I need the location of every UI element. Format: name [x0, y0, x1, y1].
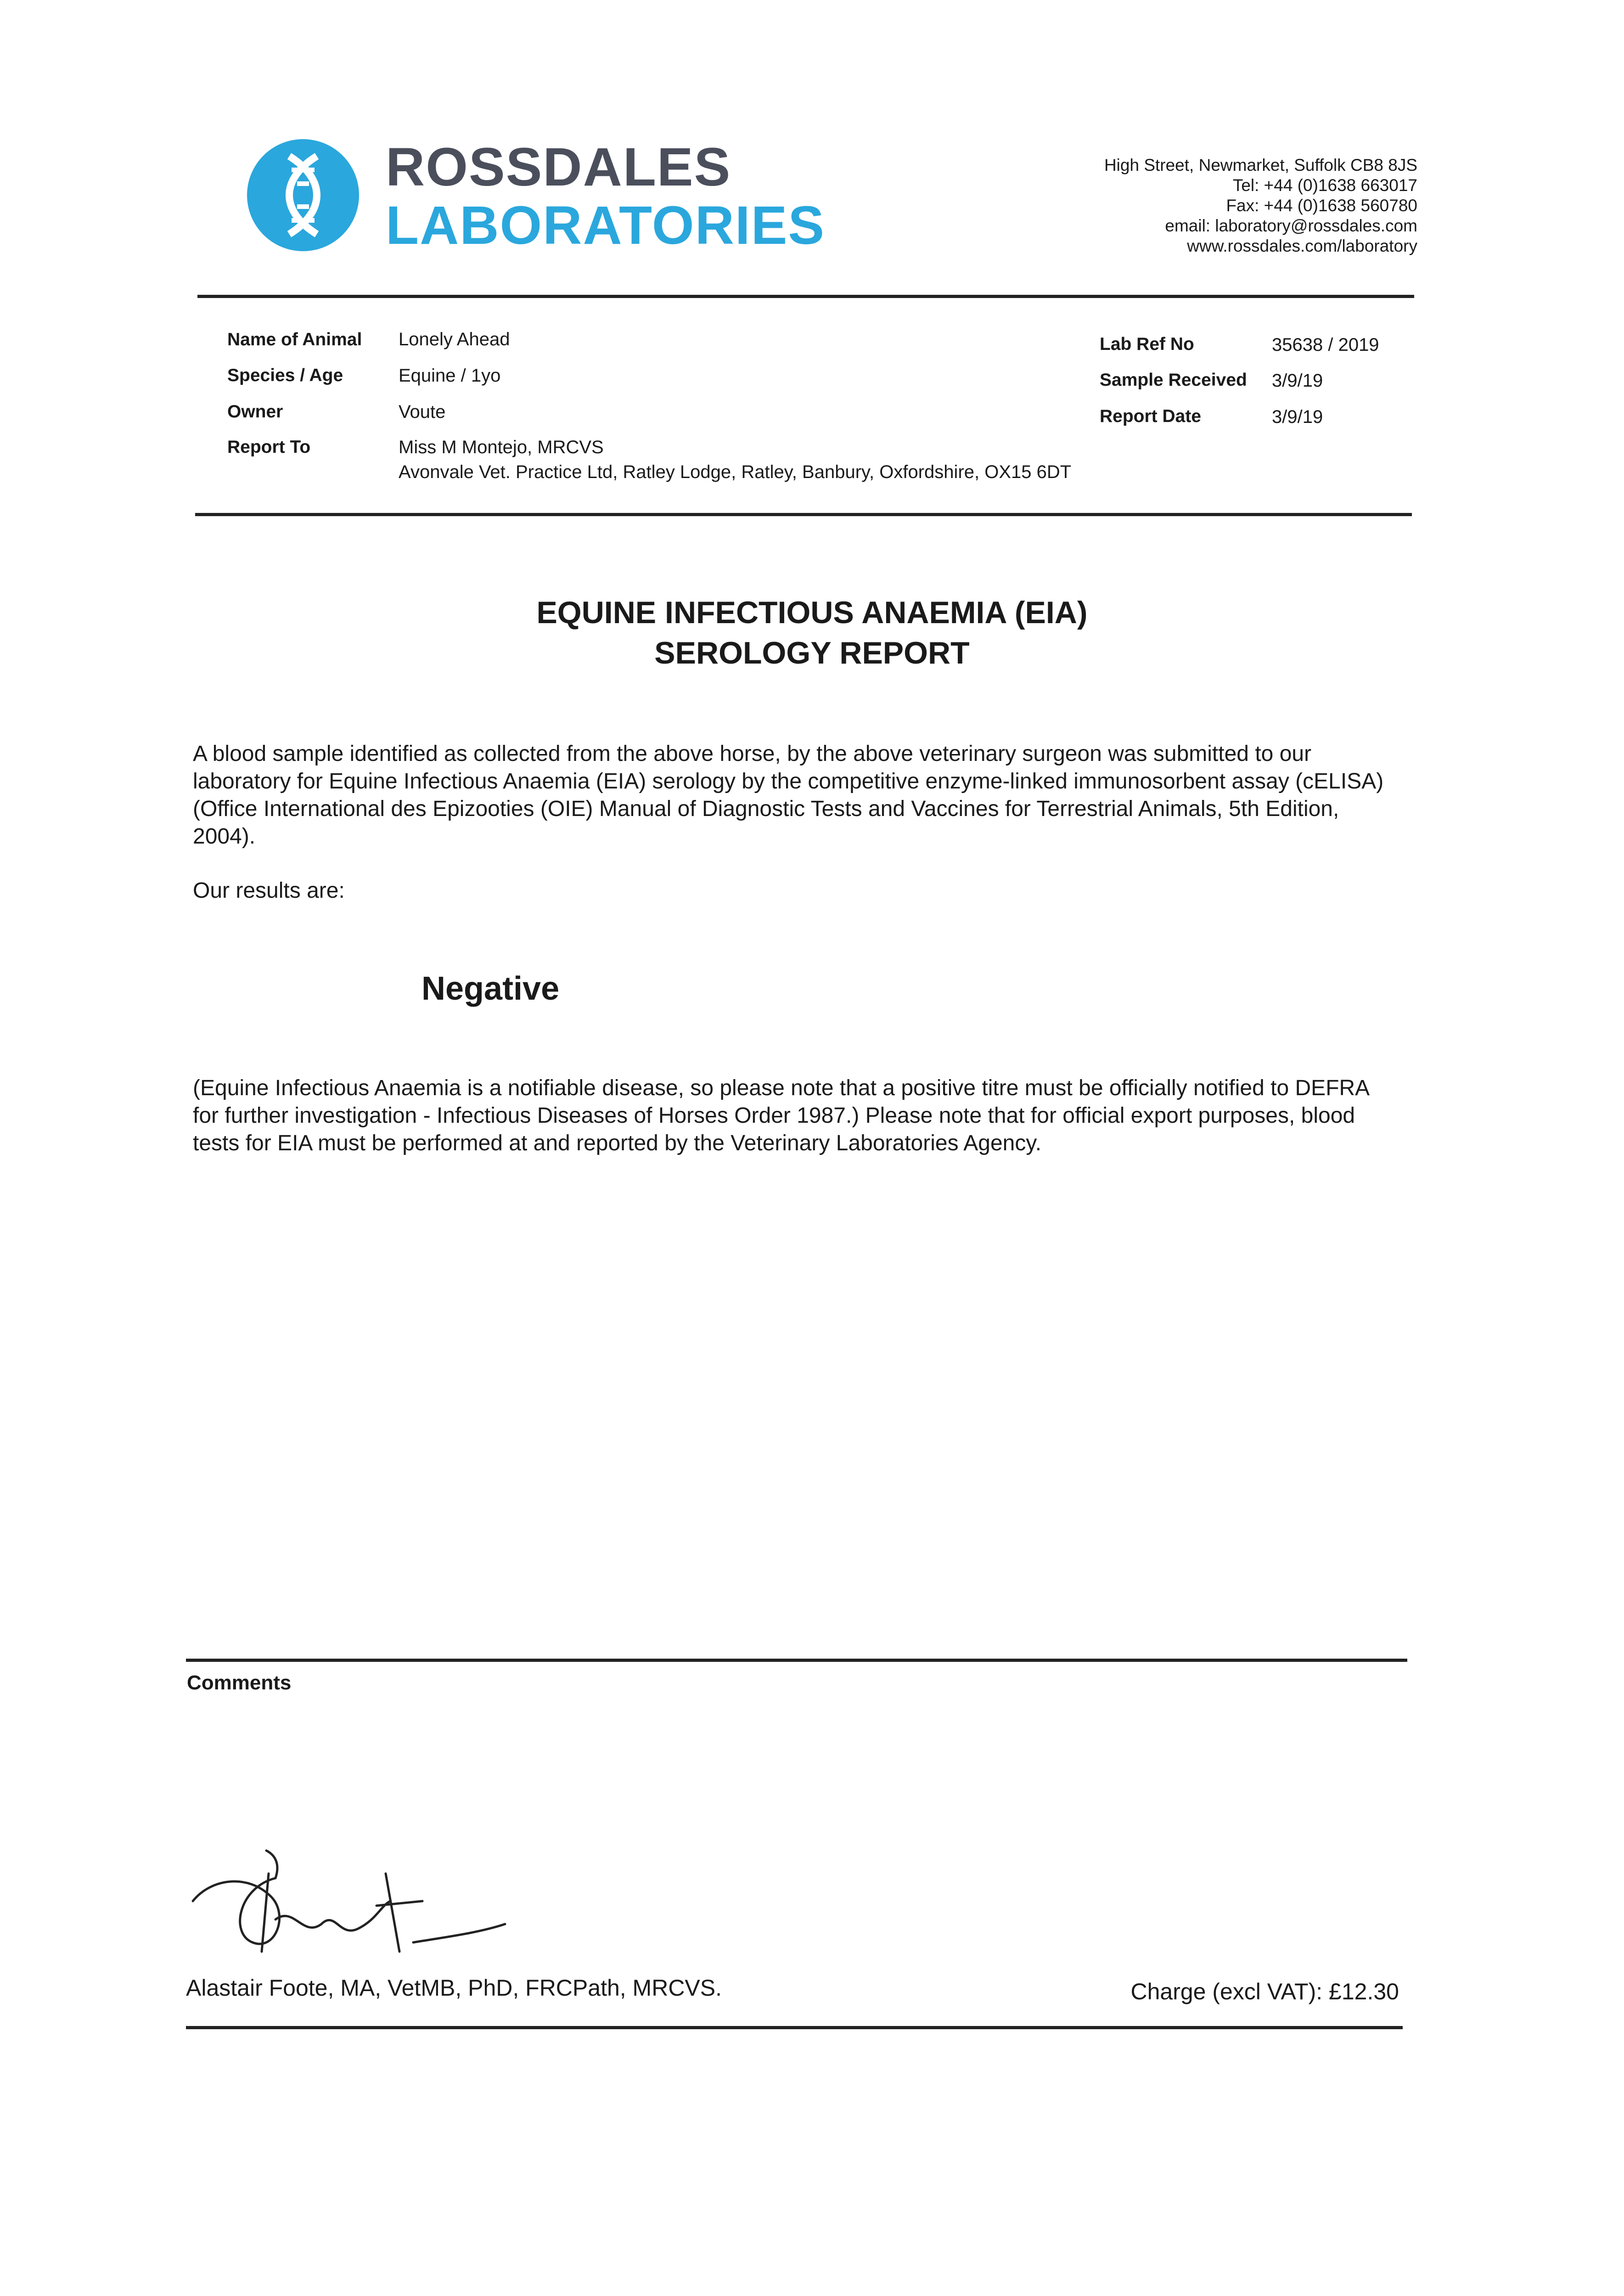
footer-divider	[186, 2026, 1403, 2029]
signatory-name: Alastair Foote, MA, VetMB, PhD, FRCPath, MRCVS.	[186, 1975, 722, 2001]
brand-name: ROSSDALES	[386, 137, 731, 197]
report-date-value: 3/9/19	[1272, 407, 1323, 427]
result-value: Negative	[421, 970, 560, 1007]
dna-helix-icon	[246, 138, 360, 253]
report-title: EQUINE INFECTIOUS ANAEMIA (EIA)	[536, 595, 1088, 630]
lab-ref-label: Lab Ref No	[1100, 334, 1194, 354]
address-street: High Street, Newmarket, Suffolk CB8 8JS	[1104, 156, 1417, 174]
lab-ref-value: 35638 / 2019	[1272, 335, 1379, 355]
charge-amount: Charge (excl VAT): £12.30	[1130, 1979, 1399, 2004]
report-date-label: Report Date	[1100, 406, 1202, 426]
comments-divider	[186, 1659, 1407, 1662]
species-age-value: Equine / 1yo	[399, 366, 501, 386]
report-subtitle: SEROLOGY REPORT	[654, 636, 970, 670]
intro-paragraph: A blood sample identified as collected from the above horse, by the above veterinary surgeon was submitted to our laboratory for Equine Infectious Anaemia (EIA) serology by the competitive enzyme-linked immunosorbent assay (cELISA) (Office International des Epizooties (OIE) Manual of Diagnostic Tests and Vaccines for Terrestrial Animals, 5th Edition, 2004).	[193, 742, 1384, 849]
comments-label: Comments	[187, 1671, 292, 1694]
header-divider	[197, 295, 1414, 298]
signature-image	[184, 1846, 514, 1965]
details-divider	[195, 513, 1412, 516]
lab-address	[1104, 155, 1417, 256]
owner-label: Owner	[227, 402, 283, 422]
animal-name-value: Lonely Ahead	[399, 329, 510, 349]
animal-name-label: Name of Animal	[227, 330, 362, 349]
species-age-label: Species / Age	[227, 366, 343, 385]
report-to-label: Report To	[227, 437, 311, 457]
notifiable-note: (Equine Infectious Anaemia is a notifiable disease, so please note that a positive titre must be officially notified to DEFRA for further investigation - Infectious Diseases of Horses Order 1987.) Please note that for official export purposes, blood tests for EIA must be performed at and reported by the Veterinary Laboratories Agency.	[193, 1076, 1369, 1155]
address-web: www.rossdales.com/laboratory	[1187, 236, 1417, 255]
results-lead: Our results are:	[193, 878, 345, 903]
sample-received-label: Sample Received	[1100, 370, 1247, 390]
owner-value: Voute	[399, 402, 446, 422]
brand-subname: LABORATORIES	[386, 195, 826, 256]
address-email: email: laboratory@rossdales.com	[1165, 216, 1417, 235]
report-to-address: Avonvale Vet. Practice Ltd, Ratley Lodge, Ratley, Banbury, Oxfordshire, OX15 6DT	[399, 462, 1072, 482]
address-fax: Fax: +44 (0)1638 560780	[1226, 196, 1417, 215]
address-tel: Tel: +44 (0)1638 663017	[1232, 176, 1417, 195]
report-to-recipient: Miss M Montejo, MRCVS	[399, 437, 604, 457]
sample-received-value: 3/9/19	[1272, 371, 1323, 391]
